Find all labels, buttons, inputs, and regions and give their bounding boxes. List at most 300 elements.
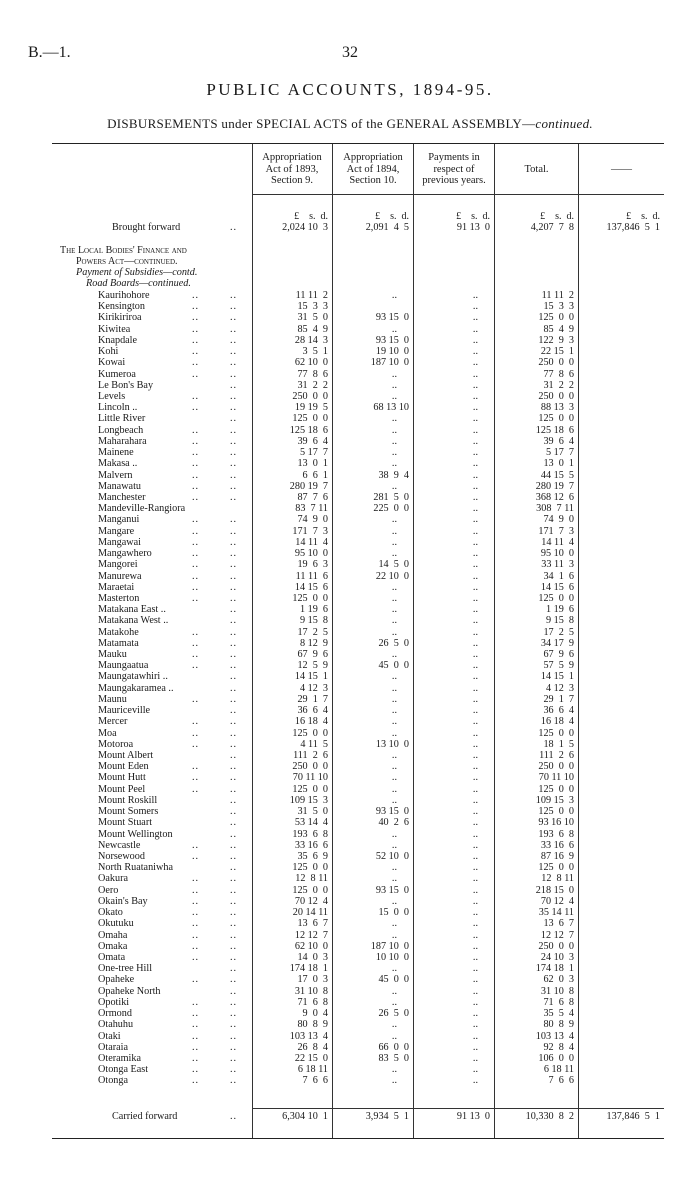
amount-cell: .. [472,940,478,952]
amount-cell: 125 0 0 [292,783,328,795]
leader-dots: .. [192,1008,200,1020]
amount-cell: .. [391,424,397,436]
amount-cell: 218 15 0 [535,884,574,896]
table-row [52,346,664,357]
amount-cell: 62 10 0 [294,357,328,369]
amount-cell: 70 11 10 [292,772,328,784]
col-header-blank: —— [611,164,632,175]
table-row [52,829,664,840]
amount-cell: .. [472,357,478,369]
table-row [52,324,664,335]
table-row [52,335,664,346]
leader-dots: .. [230,693,238,705]
table-row [52,1031,664,1042]
leader-dots: .. [230,660,238,672]
road-board-name: Manurewa [98,570,142,582]
road-board-name: Oero [98,884,119,896]
amount-cell: 125 0 0 [292,884,328,896]
leader-dots: .. [192,301,200,313]
amount-cell: 7 6 6 [302,1075,328,1087]
amount-cell: .. [391,581,397,593]
table-row [52,425,664,436]
amount-cell: 250 0 0 [292,390,328,402]
table-row [52,817,664,828]
amount-cell: .. [391,671,397,683]
leader-dots: .. [192,570,200,582]
leader-dots: .. [230,985,238,997]
amount-cell: .. [472,570,478,582]
road-board-name: Mauku [98,649,127,661]
amount-cell: 1 19 6 [545,604,574,616]
road-board-name: Maungaatua [98,660,149,672]
leader-dots: .. [192,334,200,346]
amount-cell: 14 15 1 [540,671,574,683]
amount-cell: 8 12 9 [299,637,328,649]
amount-cell: 31 5 0 [297,312,328,324]
table-row [52,458,664,469]
amount-cell: 9 15 8 [299,615,328,627]
amount-cell: .. [472,469,478,481]
amount-cell: 13 0 1 [297,458,328,470]
table-row [52,907,664,918]
amount-cell: .. [472,604,478,616]
amount-cell: 33 11 3 [541,559,574,571]
leader-dots: .. [230,761,238,773]
amount-cell: .. [472,514,478,526]
amount-cell: .. [391,514,397,526]
road-board-name: Manawatu [98,480,141,492]
table-row [52,941,664,952]
amount-cell: .. [391,839,397,851]
amount-cell: .. [472,368,478,380]
leader-dots: .. [230,334,238,346]
amount-cell: .. [472,402,478,414]
amount-cell: 29 1 7 [297,693,328,705]
road-board-name: Mangare [98,525,135,537]
road-board-name: Mandeville-Rangiora [98,503,186,515]
table-row [52,582,664,593]
table-row [52,514,664,525]
road-board-name: Kowai [98,357,126,369]
leader-dots: .. [192,525,200,537]
table-row [52,402,664,413]
table-row [52,1042,664,1053]
road-board-name: Kumeroa [98,368,136,380]
amount-cell: .. [472,794,478,806]
col-header-act-1894: Appropriation Act of 1894, Section 10. [343,152,403,186]
leader-dots: .. [192,929,200,941]
amount-cell: .. [391,918,397,930]
amount-cell: .. [472,390,478,402]
amount-cell: .. [472,884,478,896]
amount-cell: .. [391,828,397,840]
amount-cell: .. [391,996,397,1008]
road-board-name: Maungatawhiri .. [98,671,168,683]
leader-dots: .. [230,895,238,907]
road-board-name: Mount Peel [98,783,146,795]
table-row [52,1053,664,1064]
road-board-name: Motoroa [98,738,134,750]
leader-dots: .. [230,570,238,582]
table-row [52,593,664,604]
amount-cell: 125 0 0 [538,727,574,739]
amount-cell: 125 0 0 [538,413,574,425]
amount-cell: 125 18 6 [289,424,328,436]
leader-dots: .. [230,682,238,694]
road-board-name: Matamata [98,637,139,649]
leader-dots: .. [192,1064,200,1076]
table-row [52,548,664,559]
leader-dots: .. [192,1019,200,1031]
table-row [52,851,664,862]
amount-cell: .. [472,705,478,717]
amount-cell: 26 5 0 [378,637,409,649]
leader-dots: .. [192,536,200,548]
amount-cell: 19 19 5 [294,402,328,414]
table-row [52,918,664,929]
amount-cell: 38 9 4 [378,469,409,481]
amount-cell: .. [472,637,478,649]
leader-dots: .. [230,368,238,380]
leader-dots: .. [230,615,238,627]
amount-cell: .. [391,963,397,975]
amount-cell: 15 3 3 [297,301,328,313]
amount-cell: 14 15 6 [540,581,574,593]
road-board-name: Longbeach [98,424,144,436]
leader-dots: .. [230,626,238,638]
amount-cell: 250 0 0 [538,390,574,402]
amount-cell: .. [391,873,397,885]
road-board-name: Ormond [98,1008,132,1020]
road-board-name: Mount Somers [98,806,159,818]
header-rule [252,194,664,195]
leader-dots: .. [230,290,238,301]
amount-cell: .. [472,424,478,436]
amount-cell: 103 13 4 [535,1030,574,1042]
amount-cell: 125 0 0 [292,592,328,604]
amount-cell: 250 0 0 [538,940,574,952]
road-board-name: Levels [98,390,126,402]
page-subtitle [0,116,700,132]
road-board-name: Opaheke North [98,985,161,997]
leader-dots: .. [230,750,238,762]
leader-dots: .. [230,884,238,896]
amount-cell: .. [472,727,478,739]
road-board-name: Mangawhero [98,548,152,560]
amount-cell: .. [391,290,397,301]
amount-cell: .. [391,1075,397,1087]
leader-dots: .. [230,514,238,526]
amount-cell: 12 8 11 [295,873,328,885]
amount-cell: 9 0 4 [302,1008,328,1020]
leader-dots: .. [192,783,200,795]
amount-cell: 22 15 0 [294,1052,328,1064]
leader-dots: .. [230,772,238,784]
page-ref: B.—1. [28,44,71,61]
table-row [52,761,664,772]
amount-cell: 4 12 3 [299,682,328,694]
amount-cell: .. [472,985,478,997]
amount-cell: 111 2 6 [539,750,574,762]
page-title: PUBLIC ACCOUNTS, 1894-95. [206,80,494,99]
col-header-previous-years: Payments in respect of previous years. [422,152,486,186]
road-board-name: Okato [98,907,123,919]
table-row [52,772,664,783]
amount-cell: .. [472,660,478,672]
amount-cell: 19 10 0 [375,346,409,358]
table-row [52,986,664,997]
amount-cell: .. [472,750,478,762]
amount-cell: 14 5 0 [378,559,409,571]
amount-cell: 71 6 8 [297,996,328,1008]
leader-dots: .. [192,1075,200,1087]
road-board-name: Knapdale [98,334,138,346]
amount-cell: .. [472,951,478,963]
amount-cell: 17 2 5 [297,626,328,638]
amount-cell: .. [391,413,397,425]
amount-cell: 93 15 0 [375,312,409,324]
amount-cell: .. [391,682,397,694]
leader-dots: .. [192,1041,200,1053]
amount-cell: .. [391,525,397,537]
amount-cell: 36 6 4 [297,705,328,717]
amount-cell: .. [472,626,478,638]
amount-cell: 31 10 8 [540,985,574,997]
amount-cell: 71 6 8 [543,996,574,1008]
table-row [52,795,664,806]
road-board-name: Mercer [98,716,128,728]
amount-cell: .. [472,480,478,492]
amount-cell: .. [472,1019,478,1031]
amount-cell: 11 11 6 [295,570,328,582]
amount-cell: .. [472,996,478,1008]
amount-cell: 125 0 0 [292,862,328,874]
leader-dots: .. [192,312,200,324]
amount-cell: 13 0 1 [543,458,574,470]
amount-cell: .. [391,323,397,335]
leader-dots: .. [192,1030,200,1042]
amount-cell: .. [391,649,397,661]
amount-cell: 35 14 11 [538,907,574,919]
leader-dots: .. [192,290,200,301]
amount-cell: .. [472,738,478,750]
amount-cell: 31 10 8 [294,985,328,997]
amount-cell: 7 6 6 [548,1075,574,1087]
road-board-name: Opaheke [98,974,135,986]
amount-cell: 67 9 6 [297,649,328,661]
amount-cell: .. [472,413,478,425]
amount-cell: 83 7 11 [295,503,328,515]
leader-dots: .. [192,772,200,784]
table-row [52,571,664,582]
road-board-name: Okutuku [98,918,134,930]
amount-cell: 68 13 10 [373,402,409,414]
leader-dots: .. [192,581,200,593]
table-row [52,784,664,795]
leader-dots: .. [230,963,238,975]
amount-cell: 125 0 0 [292,727,328,739]
table-row [52,1019,664,1030]
amount-cell: .. [472,1030,478,1042]
amount-cell: 15 0 0 [378,907,409,919]
table-row [52,470,664,481]
amount-cell: 83 5 0 [378,1052,409,1064]
units-row: £ s. d. [540,211,574,222]
units-row: £ s. d. [626,211,660,222]
road-board-name: Le Bon's Bay [98,379,154,391]
leader-dots: .. [192,368,200,380]
amount-cell: 93 15 0 [375,806,409,818]
amount-cell: 95 10 0 [294,548,328,560]
leader-dots: .. [192,918,200,930]
amount-cell: .. [391,783,397,795]
table-row [52,413,664,424]
amount-cell: .. [391,458,397,470]
amount-cell: .. [472,435,478,447]
amount-cell: 31 2 2 [297,379,328,391]
leader-dots: .. [192,940,200,952]
leader-dots: .. [192,637,200,649]
table-row [52,952,664,963]
amount-cell: 14 11 4 [541,536,574,548]
amount-cell: .. [391,390,397,402]
section-heading-1: The Local Bodies' Finance and [60,245,187,256]
amount-cell: 34 17 9 [540,637,574,649]
amount-cell: .. [391,761,397,773]
amount-cell: .. [391,727,397,739]
road-board-name: Mangorei [98,559,138,571]
road-board-name: Maharahara [98,435,147,447]
section-heading-4: Road Boards—continued. [86,278,191,289]
amount-cell: 93 15 0 [375,884,409,896]
table-row [52,862,664,873]
table-row [52,683,664,694]
amount-cell: 5 17 7 [545,447,574,459]
table-row [52,312,664,323]
leader-dots: .. [230,357,238,369]
amount-cell: 80 8 9 [543,1019,574,1031]
amount-cell: 19 6 3 [297,559,328,571]
amount-cell: .. [391,548,397,560]
amount-cell: 17 2 5 [543,626,574,638]
leader-dots: .. [230,424,238,436]
units-row: £ s. d. [294,211,328,222]
table-row [52,885,664,896]
leader-dots: .. [192,738,200,750]
road-board-name: Maungakaramea .. [98,682,174,694]
brought-forward-label: Brought forward [112,222,181,233]
amount-cell: 80 8 9 [297,1019,328,1031]
table-row [52,627,664,638]
leader-dots: .. [230,1064,238,1076]
road-board-name: North Ruataniwha [98,862,173,874]
leader-dots: .. [192,649,200,661]
amount-cell: .. [472,895,478,907]
table-row [52,974,664,985]
amount-cell: .. [472,559,478,571]
road-board-name: Omaha [98,929,128,941]
amount-cell: 87 16 9 [540,851,574,862]
amount-cell: 3 5 1 [302,346,328,358]
table-row [52,391,664,402]
amount-cell: 57 5 9 [543,660,574,672]
amount-cell: 88 13 3 [540,402,574,414]
road-board-name: Maunu [98,693,127,705]
leader-dots: .. [230,559,238,571]
amount-cell: 85 4 9 [297,323,328,335]
amount-cell: 93 16 10 [538,817,574,829]
amount-cell: 17 0 3 [297,974,328,986]
leader-dots: .. [192,951,200,963]
amount-cell: .. [472,290,478,301]
amount-cell: .. [472,581,478,593]
leader-dots: .. [230,727,238,739]
leader-dots: .. [192,974,200,986]
amount-cell: .. [391,379,397,391]
amount-cell: 70 12 4 [294,895,328,907]
amount-cell: 36 6 4 [543,705,574,717]
amount-cell: 26 5 0 [378,1008,409,1020]
amount-cell: .. [391,536,397,548]
table-row [52,380,664,391]
amount-cell: .. [472,839,478,851]
leader-dots: .. [230,738,238,750]
leader-dots: .. [192,693,200,705]
leader-dots: .. [230,435,238,447]
table-row [52,806,664,817]
amount-cell: 22 10 0 [375,570,409,582]
leader-dots: .. [230,1019,238,1031]
amount-cell: 187 10 0 [370,357,409,369]
amount-cell: 6 6 1 [302,469,328,481]
leader-dots: .. [192,480,200,492]
amount-cell: 28 14 3 [294,334,328,346]
road-board-name: Otonga East [98,1064,149,1076]
amount-cell: .. [472,548,478,560]
table-row [52,750,664,761]
road-board-name: Otaki [98,1030,121,1042]
amount-cell: 62 10 0 [294,940,328,952]
amount-cell: 12 8 11 [541,873,574,885]
road-board-name: Oakura [98,873,128,885]
table-row [52,840,664,851]
leader-dots: .. [230,1030,238,1042]
leader-dots: .. [230,873,238,885]
leader-dots: .. [230,469,238,481]
amount-cell: .. [472,817,478,829]
amount-cell: .. [472,379,478,391]
road-board-name: Kiwitea [98,323,131,335]
carried-forward-rule [252,1108,664,1109]
amount-cell: 35 5 4 [543,1008,574,1020]
table-row [52,997,664,1008]
road-board-name: Oteramika [98,1052,141,1064]
amount-cell: 87 7 6 [297,491,328,503]
leader-dots: .. [192,548,200,560]
amount-cell: 45 0 0 [378,660,409,672]
leader-dots: .. [230,402,238,414]
leader-dots: .. [192,660,200,672]
amount-cell: .. [472,323,478,335]
amount-cell: 16 18 4 [294,716,328,728]
leader-dots: .. [192,895,200,907]
amount-cell: 4 11 5 [300,738,328,750]
amount-cell: 280 19 7 [535,480,574,492]
leader-dots: .. [230,346,238,358]
road-board-name: Malvern [98,469,133,481]
leader-dots: .. [230,447,238,459]
amount-cell: 10 10 0 [375,951,409,963]
